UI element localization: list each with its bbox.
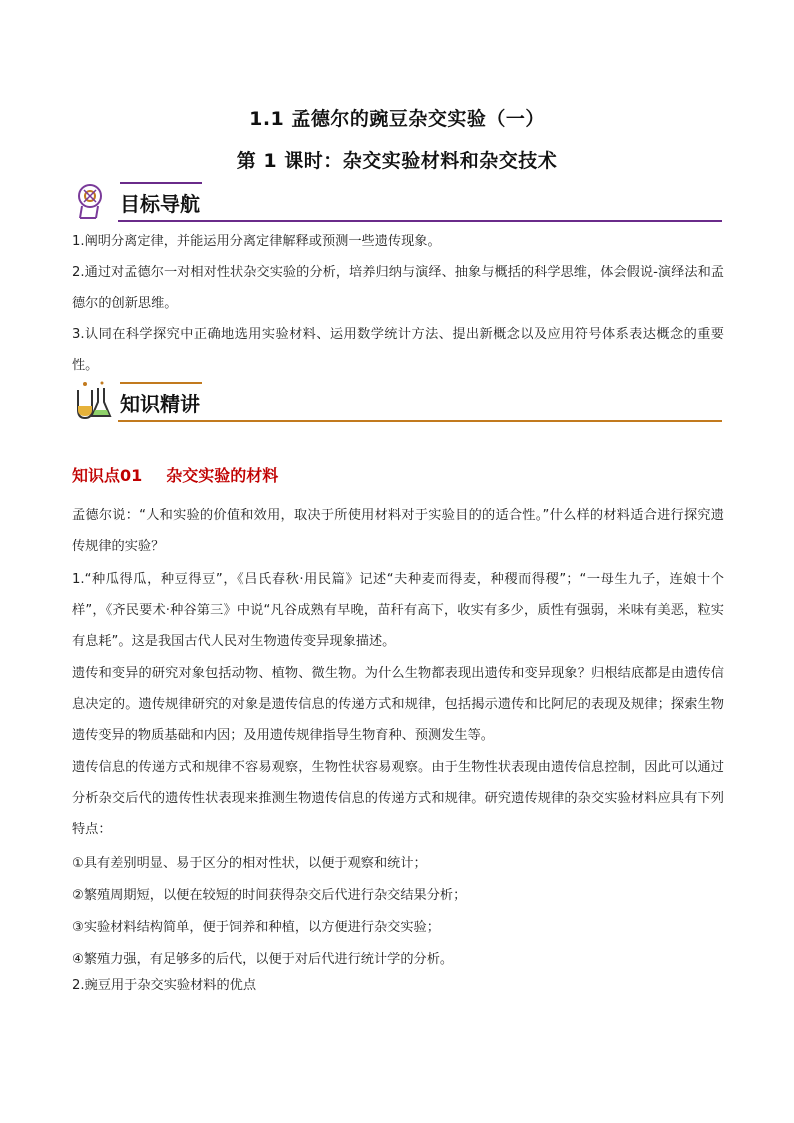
brain-gear-icon	[72, 180, 112, 220]
header-rule	[118, 220, 722, 222]
lesson-title: 1.1 孟德尔的豌豆杂交实验（一）	[249, 108, 545, 130]
goal-item: 3.认同在科学探究中正确地选用实验材料、运用数学统计方法、提出新概念以及应用符号体系表达概念的重要性。	[72, 327, 724, 373]
goal-item: 1.阐明分离定律，并能运用分离定律解释或预测一些遗传现象。	[72, 234, 441, 249]
section-title: 知识精讲	[120, 392, 200, 416]
header-rule	[118, 420, 722, 422]
lab-flask-icon	[72, 380, 112, 420]
section-header-knowledge	[72, 380, 722, 424]
section-title: 目标导航	[120, 192, 200, 216]
knowledge-point-heading	[72, 463, 278, 486]
section-header-goals	[72, 180, 722, 224]
feature-item: ④繁殖力强，有足够多的后代，以便于对后代进行统计学的分析。	[72, 952, 454, 967]
knowledge-point-number: 知识点01	[72, 466, 143, 485]
feature-item: ①具有差别明显、易于区分的相对性状，以便于观察和统计；	[72, 856, 427, 871]
body-paragraph: 2.豌豆用于杂交实验材料的优点	[72, 978, 257, 993]
goal-item: 2.通过对孟德尔一对相对性状杂交实验的分析，培养归纳与演绎、抽象与概括的科学思维，体会假说-演绎法和孟德尔的创新思维。	[72, 265, 724, 311]
header-accent-line	[120, 182, 202, 184]
body-paragraph: 孟德尔说：“人和实验的价值和效用，取决于所使用材料对于实验目的的适合性。”什么样的材料适合进行探究遗传规律的实验？	[72, 508, 724, 554]
body-paragraph: 1.“种瓜得瓜，种豆得豆”，《吕氏春秋·用民篇》记述“夫种麦而得麦，种稷而得稷”；“一母生九子，连娘十个样”，《齐民要术·种谷第三》中说“凡谷成熟有早晚，苗秆有高下，收实有多少，质性有强弱，米味有美恶，粒实有息耗”。这是我国古代人民对生物遗传变异现象描述。	[72, 572, 724, 649]
body-paragraph: 遗传和变异的研究对象包括动物、植物、微生物。为什么生物都表现出遗传和变异现象？归根结底都是由遗传信息决定的。遗传规律研究的对象是遗传信息的传递方式和规律，包括揭示遗传和比阿尼的表现及规律；探索生物遗传变异的物质基础和内因；及用遗传规律指导生物育种、预测发生等。	[72, 666, 724, 743]
feature-item: ②繁殖周期短，以便在较短的时间获得杂交后代进行杂交结果分析；	[72, 888, 467, 903]
feature-item: ③实验材料结构简单，便于饲养和种植，以方便进行杂交实验；	[72, 920, 440, 935]
body-paragraph: 遗传信息的传递方式和规律不容易观察，生物性状容易观察。由于生物性状表现由遗传信息控制，因此可以通过分析杂交后代的遗传性状表现来推测生物遗传信息的传递方式和规律。研究遗传规律的杂交实验材料应具有下列特点：	[72, 760, 724, 837]
knowledge-point-title: 杂交实验的材料	[166, 466, 279, 485]
lesson-subtitle: 第 1 课时：杂交实验材料和杂交技术	[236, 150, 558, 172]
header-accent-line	[120, 382, 202, 384]
